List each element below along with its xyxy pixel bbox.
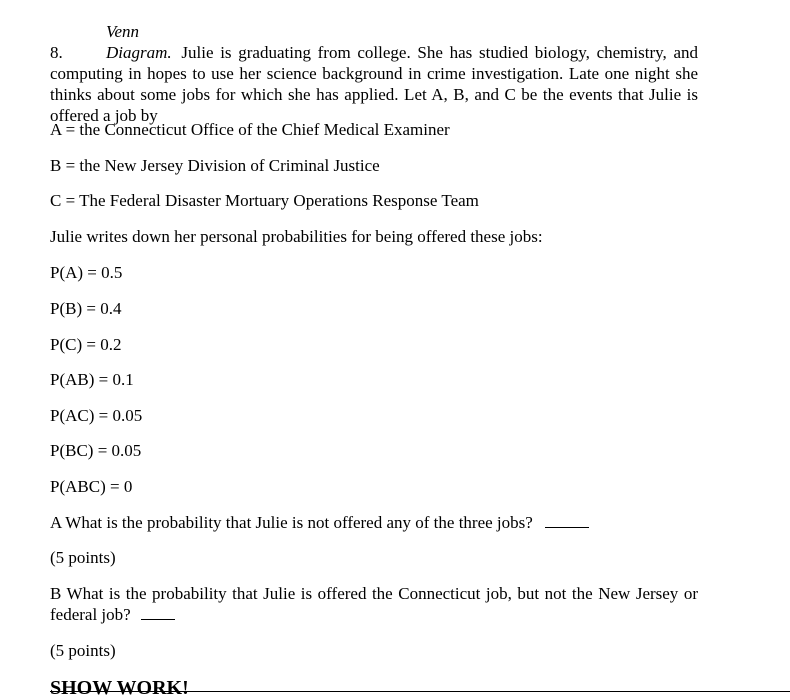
problem-intro [50, 21, 698, 126]
prob-abc: P(ABC) = 0 [50, 477, 133, 496]
prob-b: P(B) = 0.4 [50, 299, 122, 318]
problem-intro-text: Julie is graduating from college. She has studied biology, chemistry, and computing in hopes to use her science background in crime investigation. Late one night she thinks about some jobs for which she has applied. Let A, B, and C be the events that Julie is offered a job by [50, 43, 698, 125]
question-a [50, 512, 589, 533]
event-b: B = the New Jersey Division of Criminal Justice [50, 156, 380, 175]
prob-bc: P(BC) = 0.05 [50, 441, 142, 460]
probabilities-intro: Julie writes down her personal probabilities for being offered these jobs: [50, 227, 543, 246]
question-b [50, 583, 698, 625]
problem-number: 8. [50, 43, 63, 62]
show-work-heading: SHOW WORK! [50, 677, 189, 699]
event-a: A = the Connecticut Office of the Chief Medical Examiner [50, 120, 450, 139]
question-b-points: (5 points) [50, 641, 116, 660]
prob-a: P(A) = 0.5 [50, 263, 123, 282]
question-a-answer-blank[interactable] [545, 513, 589, 528]
event-c: C = The Federal Disaster Mortuary Operations Response Team [50, 191, 479, 210]
prob-ab: P(AB) = 0.1 [50, 370, 134, 389]
question-a-text: A What is the probability that Julie is not offered any of the three jobs? [50, 513, 533, 532]
question-a-points: (5 points) [50, 548, 116, 567]
question-b-text: B What is the probability that Julie is offered the Connecticut job, but not the New Jersey or federal job? [50, 584, 698, 624]
question-b-answer-blank[interactable] [141, 605, 175, 620]
problem-title: Venn Diagram. [106, 22, 172, 62]
prob-ac: P(AC) = 0.05 [50, 406, 143, 425]
show-work-underline [50, 691, 790, 692]
prob-c: P(C) = 0.2 [50, 335, 122, 354]
